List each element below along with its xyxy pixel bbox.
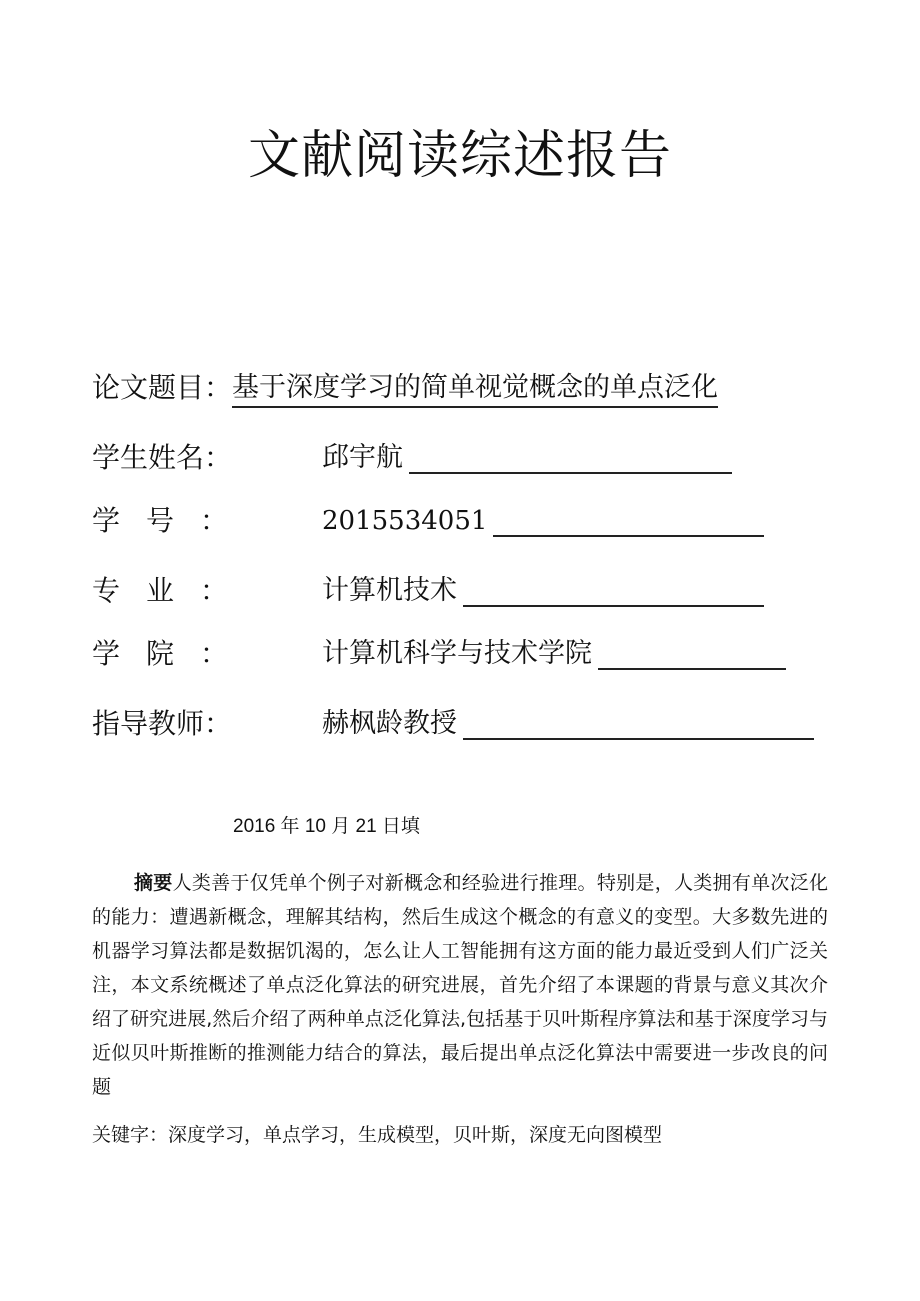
major-row <box>92 573 772 613</box>
abstract-paragraph <box>92 866 828 1104</box>
student-id-label: 学号： <box>92 504 255 537</box>
college-value: 计算机科学与技术学院 <box>322 638 592 669</box>
thesis-row <box>92 370 792 410</box>
thesis-label: 论文题目： <box>92 371 233 404</box>
advisor-value: 赫枫龄教授 <box>322 708 457 739</box>
college-row <box>92 636 792 676</box>
thesis-value: 基于深度学习的简单视觉概念的单点泛化 <box>232 370 718 408</box>
student-id-value: 2015534051 <box>322 506 488 536</box>
major-underline <box>463 605 764 607</box>
advisor-underline <box>463 738 814 740</box>
keywords: 关键字：深度学习，单点学习，生成模型，贝叶斯，深度无向图模型 <box>92 1124 663 1146</box>
abstract-heading: 摘要 <box>134 872 173 894</box>
student-id-underline <box>493 535 764 537</box>
student-name-row <box>92 440 742 480</box>
student-name-value: 邱宇航 <box>322 442 403 473</box>
student-name-underline <box>409 472 732 474</box>
student-name-label: 学生姓名： <box>92 441 233 474</box>
major-label: 专业： <box>92 574 255 607</box>
student-id-row <box>92 503 772 543</box>
advisor-row <box>92 706 822 746</box>
report-title: 文献阅读综述报告 <box>247 126 672 186</box>
major-value: 计算机技术 <box>322 575 457 606</box>
fill-date: 2016 年 10 月 21 日填 <box>233 816 420 837</box>
abstract-text: 人类善于仅凭单个例子对新概念和经验进行推理。特别是，人类拥有单次泛化的能力：遭遇新概念，理解其结构，然后生成这个概念的有意义的变型。大多数先进的机器学习算法都是数据饥渴的，怎么让人工智能拥有这方面的能力最近受到人们广泛关注，本文系统概述了单点泛化算法的研究进展，首先介绍了本课题的背景与意义其次介绍了研究进展,然后介绍了两种单点泛化算法,包括基于贝叶斯程序算法和基于深度学习与近似贝叶斯推断的推测能力结合的算法，最后提出单点泛化算法中需要进一步改良的问题 <box>92 872 828 1098</box>
college-label: 学院： <box>92 637 255 670</box>
college-underline <box>598 668 786 670</box>
advisor-label: 指导教师： <box>92 707 233 740</box>
